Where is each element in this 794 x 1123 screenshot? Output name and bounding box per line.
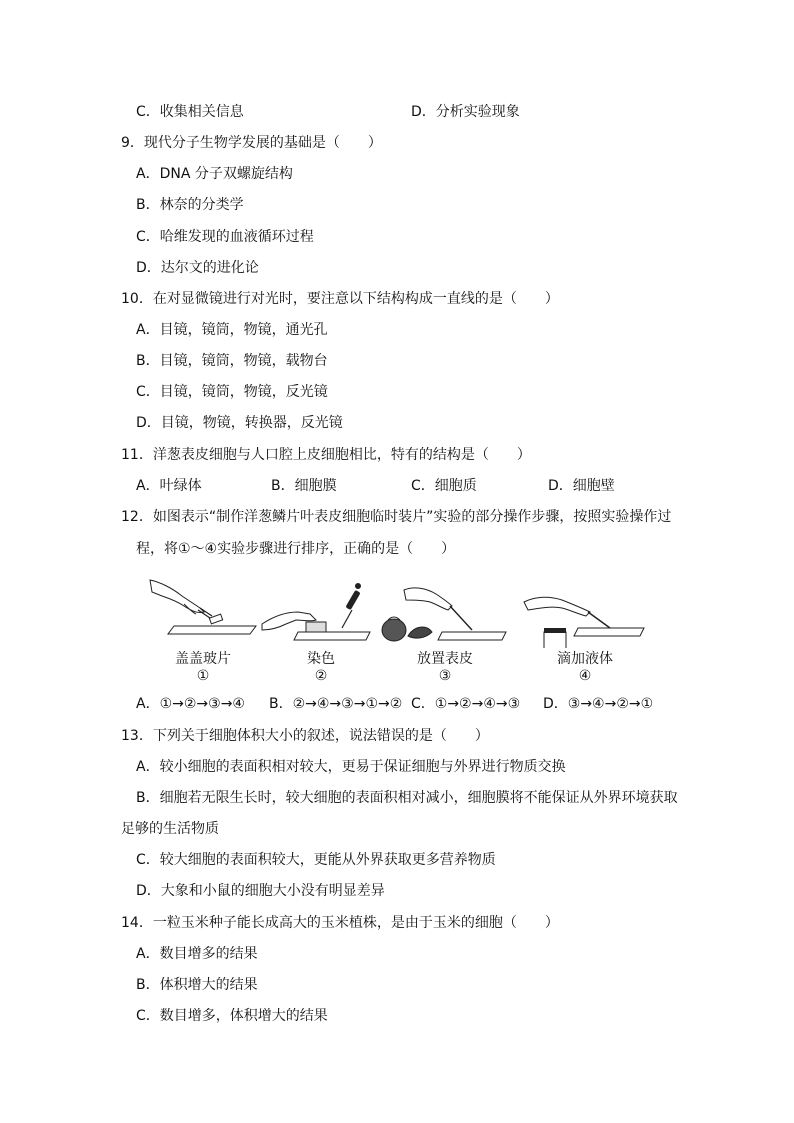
q13-stem: 13．下列关于细胞体积大小的叙述，说法错误的是（ ） (121, 728, 489, 744)
figure-step-staining (256, 568, 386, 686)
q11-option-b: B．细胞膜 (271, 478, 337, 494)
figure-step-add-liquid-number: ④ (578, 668, 592, 684)
figure-step-staining-caption: 染色 (307, 651, 335, 667)
figure-step-cover-slip (138, 568, 268, 686)
q9-stem: 9．现代分子生物学发展的基础是（ ） (121, 135, 382, 151)
figure-step-place-epidermis-number: ③ (438, 668, 452, 684)
q11-option-c: C．细胞质 (411, 478, 477, 494)
q11-stem: 11．洋葱表皮细胞与人口腔上皮细胞相比，特有的结构是（ ） (121, 447, 531, 463)
q9-option-b: B．林奈的分类学 (136, 197, 244, 213)
q12-option-b: B．②→④→③→①→② (269, 696, 403, 712)
q10-stem: 10．在对显微镜进行对光时，要注意以下结构构成一直线的是（ ） (121, 291, 559, 307)
q10-option-b: B．目镜，镜筒，物镜，载物台 (136, 353, 328, 369)
q12-figure (130, 568, 670, 686)
q14-option-b: B．体积增大的结果 (136, 977, 258, 993)
q11-option-d: D．细胞壁 (548, 478, 615, 494)
q9-option-d: D．达尔文的进化论 (136, 260, 259, 276)
figure-step-add-liquid-caption: 滴加液体 (557, 651, 613, 667)
q13-option-d: D．大象和小鼠的细胞大小没有明显差异 (136, 883, 385, 899)
q12-stem-line1: 12．如图表示“制作洋葱鳞片叶表皮细胞临时装片”实验的部分操作步骤，按照实验操作过 (121, 509, 672, 525)
q13-option-b-line1: B．细胞若无限生长时，较大细胞的表面积相对减小，细胞膜将不能保证从外界环境获取 (136, 790, 678, 806)
q9-option-c: C．哈维发现的血液循环过程 (136, 229, 314, 245)
q14-option-c: C．数目增多，体积增大的结果 (136, 1008, 328, 1024)
q12-stem-line2: 程，将①～④实验步骤进行排序，正确的是（ ） (136, 541, 456, 557)
q13-option-b-line2: 足够的生活物质 (121, 821, 219, 837)
q11-option-a: A．叶绿体 (136, 478, 202, 494)
q14-option-a: A．数目增多的结果 (136, 946, 258, 962)
q14-stem: 14．一粒玉米种子能长成高大的玉米植株，是由于玉米的细胞（ ） (121, 915, 559, 931)
q10-option-a: A．目镜，镜筒，物镜，通光孔 (136, 322, 328, 338)
figure-step-add-liquid (520, 568, 650, 686)
q10-option-d: D．目镜，物镜，转换器，反光镜 (136, 415, 343, 431)
q12-option-d: D．③→④→②→① (543, 696, 654, 712)
q8-option-c: C．收集相关信息 (136, 104, 244, 120)
figure-step-staining-number: ② (314, 668, 328, 684)
q12-option-a: A．①→②→③→④ (136, 696, 245, 712)
figure-step-cover-slip-caption: 盖盖玻片 (175, 651, 231, 667)
add-liquid-illustration (520, 568, 650, 648)
figure-step-cover-slip-number: ① (196, 668, 210, 684)
q10-option-c: C．目镜，镜筒，物镜，反光镜 (136, 384, 328, 400)
q8-option-d: D．分析实验现象 (411, 104, 520, 120)
staining-illustration (256, 568, 386, 648)
figure-step-place-epidermis-caption: 放置表皮 (417, 651, 473, 667)
q12-option-c: C．①→②→④→③ (411, 696, 521, 712)
figure-step-place-epidermis (380, 568, 510, 686)
q13-option-c: C．较大细胞的表面积较大，更能从外界获取更多营养物质 (136, 852, 496, 868)
q13-option-a: A．较小细胞的表面积相对较大，更易于保证细胞与外界进行物质交换 (136, 759, 566, 775)
cover-slip-illustration (138, 568, 268, 648)
place-epidermis-illustration (380, 568, 510, 648)
q9-option-a: A．DNA 分子双螺旋结构 (136, 166, 293, 182)
